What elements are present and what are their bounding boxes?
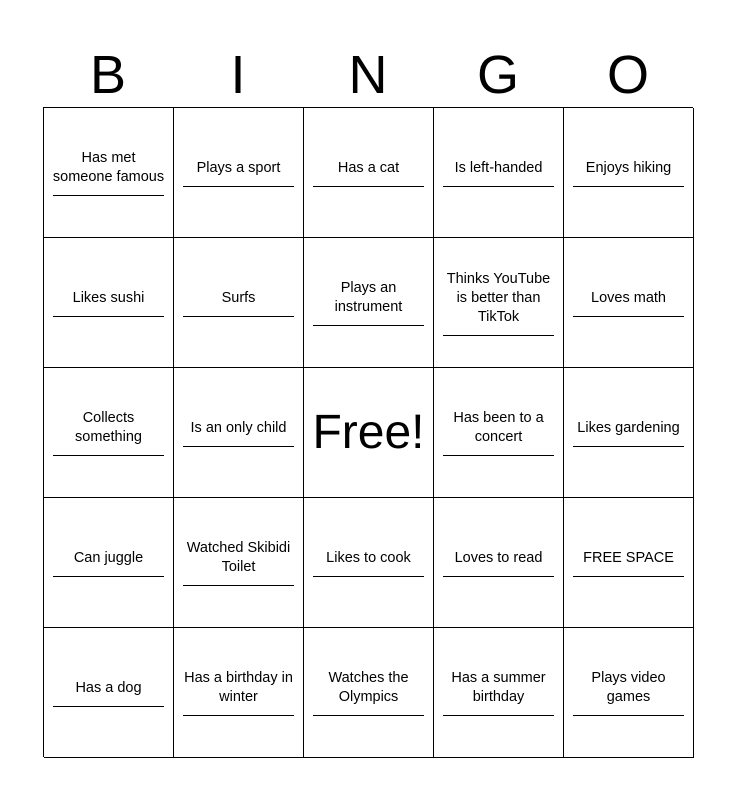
bingo-cell[interactable]	[564, 628, 694, 758]
header-letter-i: I	[230, 45, 246, 105]
signature-line	[313, 576, 424, 577]
cell-text: Thinks YouTube is better than TikTok	[446, 270, 551, 325]
signature-line	[573, 186, 684, 187]
bingo-cell[interactable]	[44, 628, 174, 758]
cell-text: Loves math	[591, 289, 666, 306]
signature-line	[313, 325, 424, 326]
bingo-cell[interactable]	[44, 238, 174, 368]
bingo-cell[interactable]	[434, 498, 564, 628]
bingo-cell[interactable]	[174, 238, 304, 368]
bingo-header	[43, 44, 693, 106]
cell-text: Is left-handed	[454, 159, 543, 176]
signature-line	[183, 316, 294, 317]
bingo-cell[interactable]	[564, 498, 694, 628]
bingo-cell[interactable]	[44, 368, 174, 498]
bingo-cell[interactable]	[304, 628, 434, 758]
bingo-cell[interactable]	[174, 368, 304, 498]
cell-text: Has a dog	[75, 679, 142, 696]
bingo-cell[interactable]	[564, 108, 694, 238]
signature-line	[183, 446, 294, 447]
signature-line	[53, 316, 164, 317]
bingo-cell[interactable]	[44, 108, 174, 238]
cell-text: Loves to read	[454, 549, 543, 566]
bingo-cell[interactable]	[304, 238, 434, 368]
bingo-cell[interactable]	[434, 368, 564, 498]
cell-text: Can juggle	[73, 549, 144, 566]
cell-text: Likes sushi	[72, 289, 145, 306]
signature-line	[573, 715, 684, 716]
header-letter-o: O	[606, 45, 649, 105]
cell-text: Plays a sport	[196, 159, 281, 176]
signature-line	[573, 316, 684, 317]
signature-line	[53, 195, 164, 196]
signature-line	[443, 576, 554, 577]
signature-line	[53, 455, 164, 456]
bingo-cell[interactable]	[564, 368, 694, 498]
signature-line	[313, 186, 424, 187]
bingo-cell[interactable]	[434, 628, 564, 758]
cell-text: Plays an instrument	[334, 280, 403, 315]
signature-line	[443, 715, 554, 716]
free-cell-text: Free!	[312, 405, 425, 459]
signature-line	[53, 706, 164, 707]
cell-text: FREE SPACE	[583, 549, 674, 566]
cell-text: Plays video games	[591, 670, 666, 705]
free-cell[interactable]	[304, 368, 434, 498]
signature-line	[183, 715, 294, 716]
cell-text: Likes gardening	[577, 419, 680, 436]
cell-text: Collects something	[75, 410, 142, 445]
signature-line	[53, 576, 164, 577]
bingo-cell[interactable]	[304, 498, 434, 628]
signature-line	[183, 186, 294, 187]
header-letter-n: N	[348, 45, 388, 105]
bingo-cell[interactable]	[434, 238, 564, 368]
cell-text: Likes to cook	[326, 549, 411, 566]
bingo-cell[interactable]	[564, 238, 694, 368]
cell-text: Has met someone famous	[52, 150, 165, 185]
signature-line	[313, 715, 424, 716]
signature-line	[443, 335, 554, 336]
cell-text: Watched Skibidi Toilet	[186, 540, 291, 575]
signature-line	[573, 576, 684, 577]
cell-text: Surfs	[221, 289, 256, 306]
signature-line	[443, 186, 554, 187]
bingo-cell[interactable]	[174, 108, 304, 238]
bingo-cell[interactable]	[174, 498, 304, 628]
cell-text: Is an only child	[190, 419, 287, 436]
cell-text: Has a summer birthday	[451, 670, 546, 705]
bingo-cell[interactable]	[304, 108, 434, 238]
bingo-cell[interactable]	[174, 628, 304, 758]
header-letter-b: B	[89, 45, 127, 105]
signature-line	[443, 455, 554, 456]
cell-text: Has a birthday in winter	[184, 670, 293, 705]
cell-text: Watches the Olympics	[328, 670, 409, 705]
bingo-cell[interactable]	[434, 108, 564, 238]
header-letter-g: G	[476, 45, 519, 105]
cell-text: Enjoys hiking	[585, 159, 672, 176]
cell-text: Has been to a concert	[453, 410, 544, 445]
bingo-grid	[43, 107, 693, 757]
signature-line	[573, 446, 684, 447]
bingo-cell[interactable]	[44, 498, 174, 628]
signature-line	[183, 585, 294, 586]
cell-text: Has a cat	[337, 159, 400, 176]
